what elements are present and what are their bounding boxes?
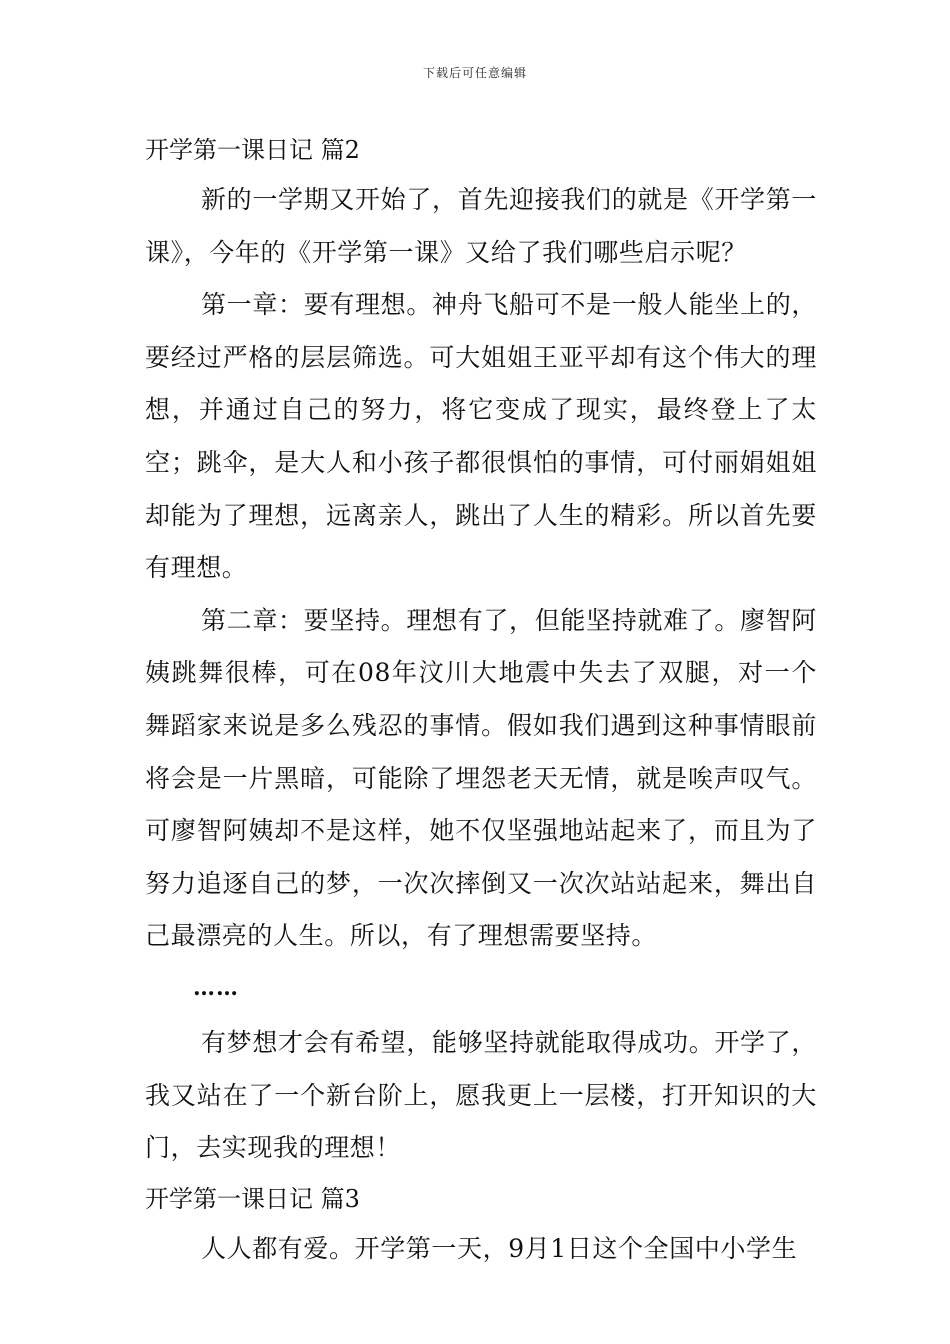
section-2-paragraph-chapter-2: 第二章：要坚持。理想有了，但能坚持就难了。廖智阿姨跳舞很棒，可在08年汶川大地震中失去了双腿，对一个舞蹈家来说是多么残忍的事情。假如我们遇到这种事情眼前将会是一片黑暗，可能除了埋怨老天无情，就是唉声叹气。可廖智阿姨却不是这样，她不仅坚强地站起来了，而且为了努力追逐自己的梦，一次次摔倒又一次次站站起来，舞出自己最漂亮的人生。所以，有了理想需要坚持。 <box>145 605 817 951</box>
document-body <box>145 126 817 1275</box>
section-3-paragraph-1: 人人都有爱。开学第一天，9月1日这个全国中小学生 <box>201 1233 798 1263</box>
header-note: 下载后可任意编辑 <box>422 66 527 80</box>
section-2-title: 开学第一课日记 篇2 <box>145 136 360 164</box>
ellipsis-marker: …… <box>193 974 239 1001</box>
section-2-paragraph-closing: 有梦想才会有希望，能够坚持就能取得成功。开学了，我又站在了一个新台阶上，愿我更上一层楼，打开知识的大门，去实现我的理想！ <box>145 1027 817 1163</box>
section-2-paragraph-chapter-1: 第一章：要有理想。神舟飞船可不是一般人能坐上的，要经过严格的层层筛选。可大姐姐王亚平却有这个伟大的理想，并通过自己的努力，将它变成了现实，最终登上了太空；跳伞，是大人和小孩子都很惧怕的事情，可付丽娟姐姐却能为了理想，远离亲人，跳出了人生的精彩。所以首先要有理想。 <box>145 290 817 583</box>
section-2-paragraph-intro: 新的一学期又开始了，首先迎接我们的就是《开学第一课》，今年的《开学第一课》又给了我们哪些启示呢？ <box>145 185 817 267</box>
section-3-title: 开学第一课日记 篇3 <box>145 1184 360 1213</box>
